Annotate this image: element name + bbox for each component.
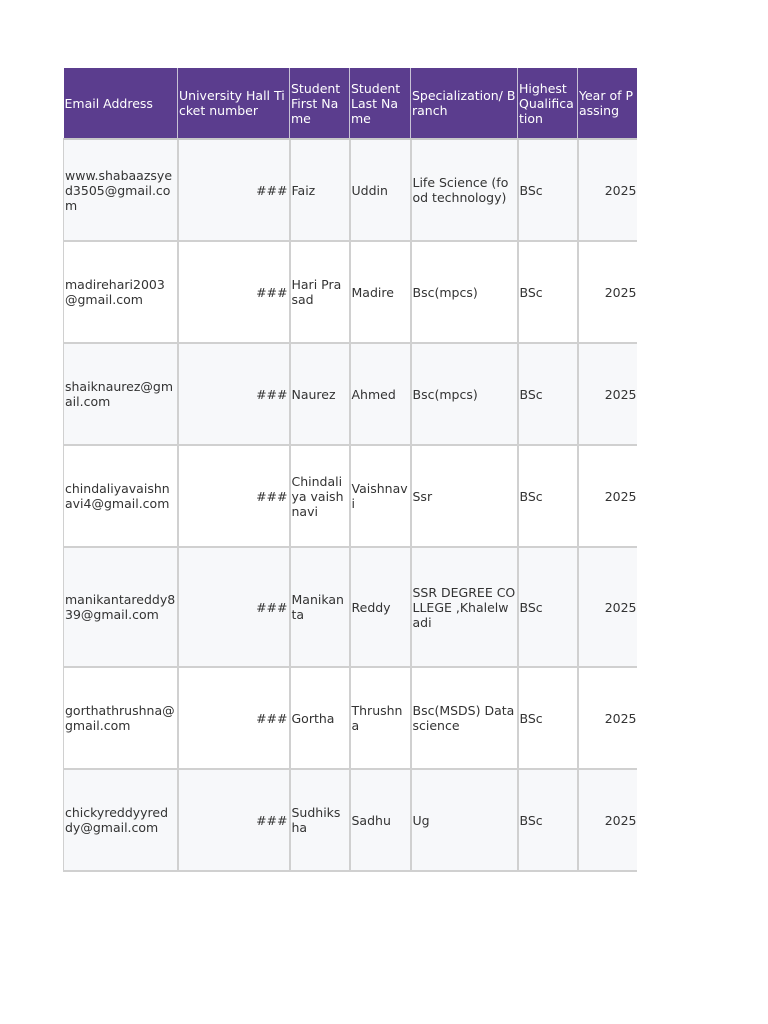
cell-first-name[interactable]: Hari Prasad [290,241,350,343]
cell-year[interactable]: 2025 [578,445,638,547]
cell-hall-ticket[interactable]: ### [178,241,290,343]
cell-hall-ticket[interactable]: ### [178,769,290,871]
cell-first-name[interactable]: Sudhiksha [290,769,350,871]
header-row [64,68,638,139]
cell-year[interactable]: 2025 [578,139,638,241]
cell-qualification[interactable]: BSc [518,241,578,343]
cell-qualification[interactable]: BSc [518,343,578,445]
cell-last-name[interactable]: Uddin [350,139,411,241]
student-table [63,68,637,872]
cell-first-name[interactable]: Manikanta [290,547,350,667]
cell-email[interactable]: manikantareddy839@gmail.com [64,547,178,667]
table-row [64,343,638,445]
cell-year[interactable]: 2025 [578,241,638,343]
header-qualification[interactable]: Highest Qualification [518,68,578,139]
cell-hall-ticket[interactable]: ### [178,547,290,667]
spreadsheet-view [63,68,637,872]
cell-last-name[interactable]: Thrushna [350,667,411,769]
cell-first-name[interactable]: Faiz [290,139,350,241]
cell-year[interactable]: 2025 [578,547,638,667]
cell-email[interactable]: chindaliyavaishnavi4@gmail.com [64,445,178,547]
cell-hall-ticket[interactable]: ### [178,445,290,547]
header-first-name[interactable]: Student First Name [290,68,350,139]
header-email[interactable]: Email Address [64,68,178,139]
header-hall-ticket[interactable]: University Hall Ticket number [178,68,290,139]
cell-year[interactable]: 2025 [578,667,638,769]
table-row [64,547,638,667]
cell-email[interactable]: www.shabaazsyed3505@gmail.com [64,139,178,241]
table-row [64,139,638,241]
cell-specialization[interactable]: SSR DEGREE COLLEGE ,Khalelwadi [411,547,518,667]
cell-email[interactable]: madirehari2003@gmail.com [64,241,178,343]
cell-specialization[interactable]: Life Science (food technology) [411,139,518,241]
cell-last-name[interactable]: Reddy [350,547,411,667]
table-row [64,667,638,769]
cell-year[interactable]: 2025 [578,769,638,871]
cell-specialization[interactable]: Ug [411,769,518,871]
cell-first-name[interactable]: Gortha [290,667,350,769]
cell-hall-ticket[interactable]: ### [178,667,290,769]
cell-last-name[interactable]: Vaishnavi [350,445,411,547]
cell-email[interactable]: shaiknaurez@gmail.com [64,343,178,445]
cell-hall-ticket[interactable]: ### [178,139,290,241]
header-specialization[interactable]: Specialization/ Branch [411,68,518,139]
cell-qualification[interactable]: BSc [518,769,578,871]
cell-last-name[interactable]: Madire [350,241,411,343]
cell-last-name[interactable]: Ahmed [350,343,411,445]
header-year[interactable]: Year of Passing [578,68,638,139]
cell-year[interactable]: 2025 [578,343,638,445]
cell-first-name[interactable]: Naurez [290,343,350,445]
cell-email[interactable]: chickyreddyyreddy@gmail.com [64,769,178,871]
cell-qualification[interactable]: BSc [518,547,578,667]
cell-qualification[interactable]: BSc [518,445,578,547]
cell-last-name[interactable]: Sadhu [350,769,411,871]
cell-specialization[interactable]: Bsc(mpcs) [411,241,518,343]
table-row [64,769,638,871]
cell-email[interactable]: gorthathrushna@gmail.com [64,667,178,769]
cell-qualification[interactable]: BSc [518,667,578,769]
table-row [64,445,638,547]
cell-specialization[interactable]: Ssr [411,445,518,547]
cell-specialization[interactable]: Bsc(MSDS) Data science [411,667,518,769]
cell-hall-ticket[interactable]: ### [178,343,290,445]
cell-qualification[interactable]: BSc [518,139,578,241]
header-last-name[interactable]: Student Last Name [350,68,411,139]
table-row [64,241,638,343]
cell-first-name[interactable]: Chindaliya vaishnavi [290,445,350,547]
cell-specialization[interactable]: Bsc(mpcs) [411,343,518,445]
